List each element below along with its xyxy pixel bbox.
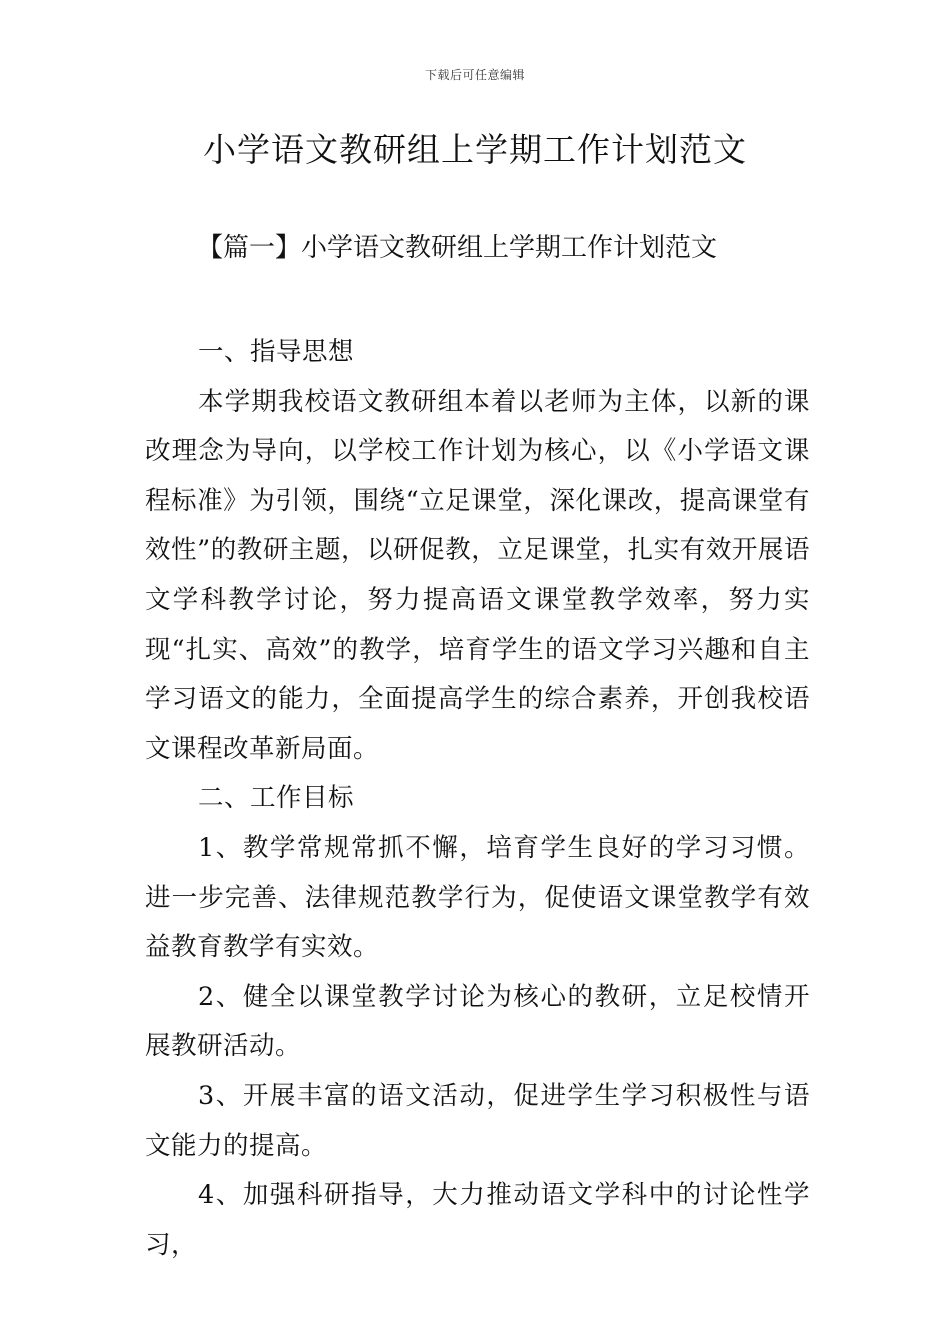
goal-item-1: 1、教学常规常抓不懈，培育学生良好的学习习惯。进一步完善、法律规范教学行为，促使语文课堂教学有效益教育教学有实效。 [145, 832, 810, 963]
document-body [145, 328, 810, 1270]
goal-item-4: 4、加强科研指导，大力推动语文学科中的讨论性学习， [145, 1180, 810, 1260]
heading-work-goals: 二、工作目标 [198, 783, 355, 814]
document-title: 小学语文教研组上学期工作计划范文 [203, 130, 747, 169]
goal-item-3: 3、开展丰富的语文活动，促进学生学习积极性与语文能力的提高。 [145, 1080, 810, 1161]
heading-guiding-thought: 一、指导思想 [198, 337, 355, 367]
header-note: 下载后可任意编辑 [424, 68, 525, 82]
paragraph-guiding-thought: 本学期我校语文教研组本着以老师为主体，以新的课改理念为导向，以学校工作计划为核心，以《小学语文课程标准》为引领，围绕“立足课堂，深化课改，提高课堂有效性”的教研主题，以研促教，立足课堂，扎实有效开展语文学科教学讨论，努力提高语文课堂教学效率，努力实现“扎实、高效”的教学，培育学生的语文学习兴趣和自主学习语文的能力，全面提高学生的综合素养，开创我校语文课程改革新局面。 [145, 386, 810, 764]
section-title: 【篇一】小学语文教研组上学期工作计划范文 [197, 233, 718, 263]
goal-item-2: 2、健全以课堂教学讨论为核心的教研，立足校情开展教研活动。 [145, 981, 810, 1062]
